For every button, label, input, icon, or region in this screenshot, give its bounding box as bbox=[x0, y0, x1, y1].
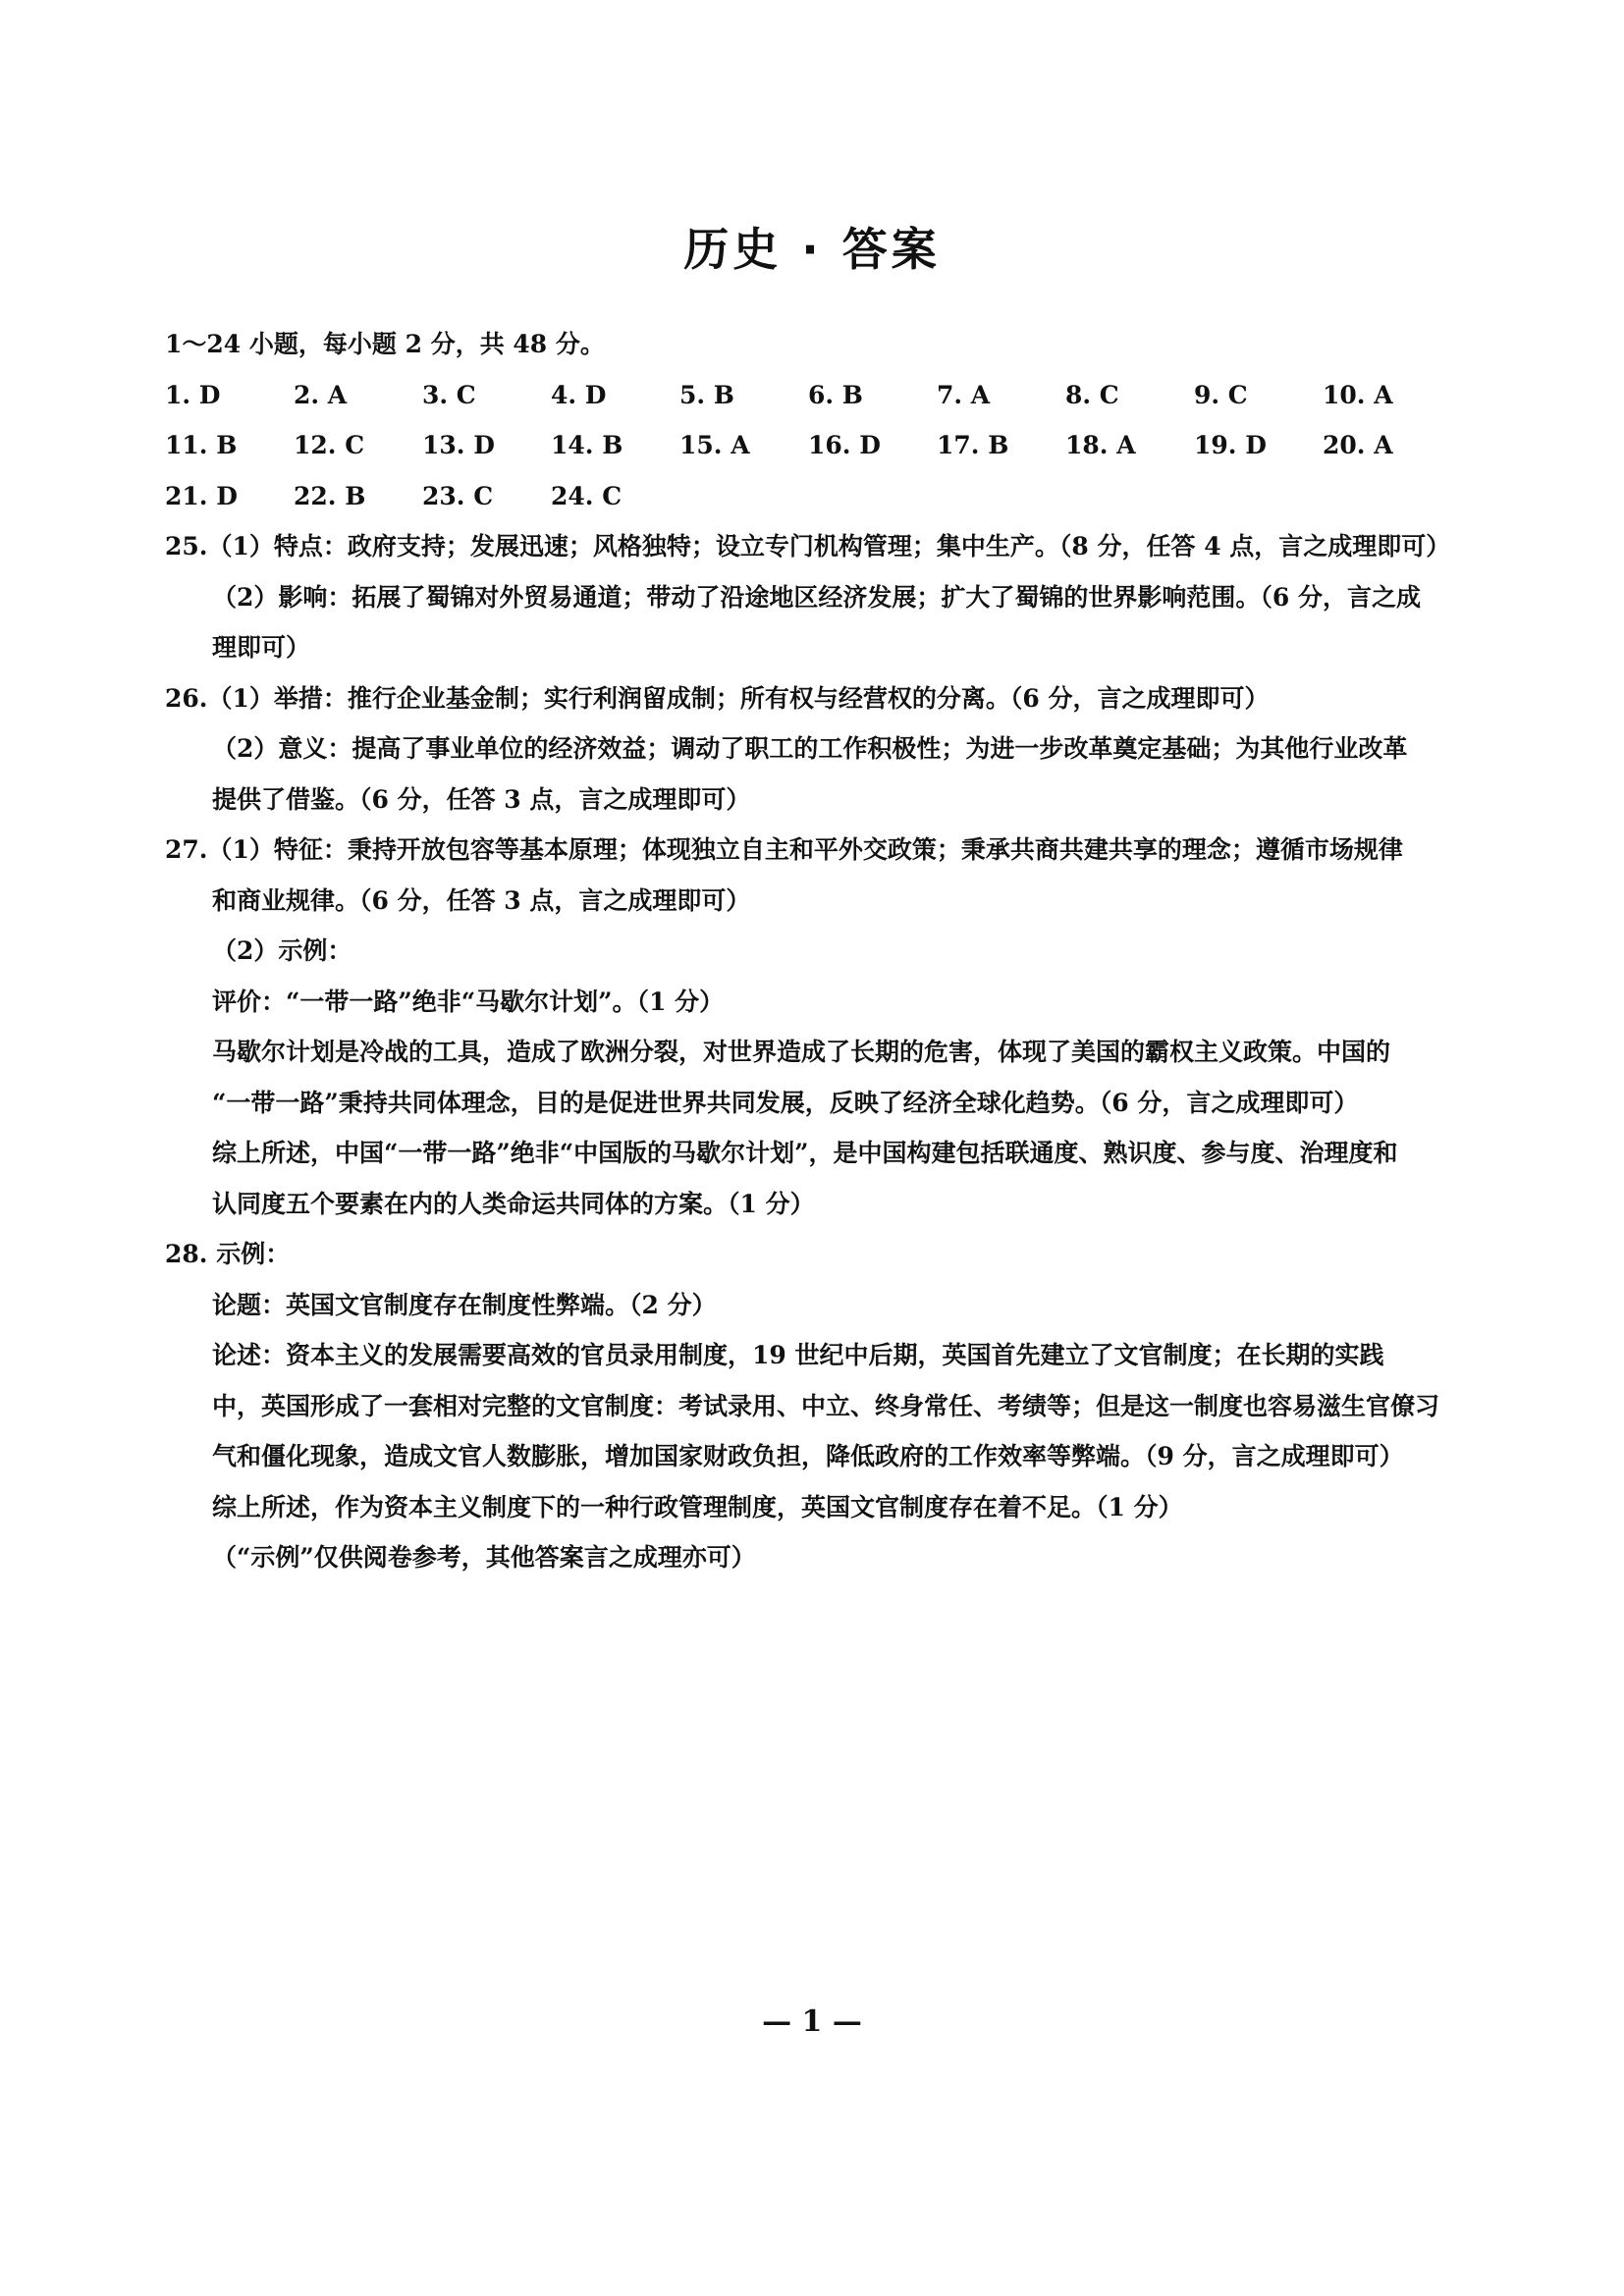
answer-item: 18. A bbox=[1065, 431, 1136, 459]
q28-line-4: 中，英国形成了一套相对完整的文官制度：考试录用、中立、终身常任、考绩等；但是这一制度也容易滋生官僚习 bbox=[212, 1391, 1440, 1420]
answer-item: 9. C bbox=[1194, 380, 1248, 409]
answer-row-1 bbox=[165, 370, 1510, 421]
answer-content bbox=[165, 319, 1510, 1583]
answer-item: 1. D bbox=[165, 380, 221, 409]
answer-item: 14. B bbox=[551, 431, 623, 459]
q27-line-2: 和商业规律。（6 分，任答 3 点，言之成理即可） bbox=[212, 885, 751, 915]
intro-line: 1～24 小题，每小题 2 分，共 48 分。 bbox=[165, 330, 605, 358]
answer-item: 8. C bbox=[1065, 380, 1119, 409]
answer-item: 13. D bbox=[422, 431, 495, 459]
q28-line-7: （“示例”仅供阅卷参考，其他答案言之成理亦可） bbox=[212, 1543, 756, 1572]
q27-line-4: 评价：“一带一路”绝非“马歇尔计划”。（1 分） bbox=[212, 987, 725, 1016]
answer-item: 19. D bbox=[1194, 431, 1267, 459]
q27-line-3: （2）示例： bbox=[212, 936, 352, 965]
q27-line-7: 综上所述，中国“一带一路”绝非“中国版的马歇尔计划”，是中国构建包括联通度、熟识度、参与度、治理度和 bbox=[212, 1139, 1398, 1167]
answer-item: 11. B bbox=[165, 431, 238, 459]
answer-item: 2. A bbox=[294, 380, 348, 409]
q25-line-1: 25.（1）特点：政府支持；发展迅速；风格独特；设立专门机构管理；集中生产。（8 分，任答 4 点，言之成理即可） bbox=[165, 532, 1451, 561]
answer-row-3 bbox=[165, 471, 1510, 522]
q25-line-2: （2）影响：拓展了蜀锦对外贸易通道；带动了沿途地区经济发展；扩大了蜀锦的世界影响范围。（6 分，言之成 bbox=[212, 582, 1421, 612]
q28-line-5: 气和僵化现象，造成文官人数膨胀，增加国家财政负担，降低政府的工作效率等弊端。（9 分，言之成理即可） bbox=[212, 1442, 1404, 1470]
q26-line-2: （2）意义：提高了事业单位的经济效益；调动了职工的工作积极性；为进一步改革奠定基础；为其他行业改革 bbox=[212, 734, 1408, 763]
answer-item: 5. B bbox=[679, 380, 734, 409]
q28-line-6: 综上所述，作为资本主义制度下的一种行政管理制度，英国文官制度存在着不足。（1 分） bbox=[212, 1492, 1183, 1522]
answer-item: 6. B bbox=[808, 380, 863, 409]
answer-row-2 bbox=[165, 420, 1510, 471]
answer-item: 4. D bbox=[551, 380, 607, 409]
q26-line-3: 提供了借鉴。（6 分，任答 3 点，言之成理即可） bbox=[212, 784, 751, 814]
answer-item: 22. B bbox=[294, 481, 366, 510]
q28-line-2: 论题：英国文官制度存在制度性弊端。（2 分） bbox=[212, 1290, 717, 1319]
q28-line-3: 论述：资本主义的发展需要高效的官员录用制度，19 世纪中后期，英国首先建立了文官制度；在长期的实践 bbox=[212, 1341, 1384, 1369]
answer-item: 3. C bbox=[422, 380, 476, 409]
answer-item: 16. D bbox=[808, 431, 881, 459]
answer-item: 7. A bbox=[937, 380, 991, 409]
answer-item: 10. A bbox=[1323, 380, 1393, 409]
q28-line-1: 28. 示例： bbox=[165, 1240, 291, 1268]
answer-item: 21. D bbox=[165, 481, 238, 510]
page-title: 历史 · 答案 bbox=[683, 223, 941, 276]
answer-item: 24. C bbox=[551, 481, 623, 510]
q27-line-5: 马歇尔计划是冷战的工具，造成了欧洲分裂，对世界造成了长期的危害，体现了美国的霸权主义政策。中国的 bbox=[212, 1038, 1391, 1066]
answer-item: 12. C bbox=[294, 431, 365, 459]
q27-line-6: “一带一路”秉持共同体理念，目的是促进世界共同发展，反映了经济全球化趋势。（6 分，言之成理即可） bbox=[212, 1088, 1359, 1117]
answer-item: 20. A bbox=[1323, 431, 1393, 459]
q25-line-3: 理即可） bbox=[212, 633, 311, 662]
q26-line-1: 26.（1）举措：推行企业基金制；实行利润留成制；所有权与经营权的分离。（6 分，言之成理即可） bbox=[165, 683, 1270, 713]
q27-line-1: 27.（1）特征：秉持开放包容等基本原理；体现独立自主和平外交政策；秉承共商共建共享的理念；遵循市场规律 bbox=[165, 835, 1403, 864]
q27-line-8: 认同度五个要素在内的人类命运共同体的方案。（1 分） bbox=[212, 1189, 815, 1218]
answer-item: 23. C bbox=[422, 481, 494, 510]
answer-item: 15. A bbox=[679, 431, 750, 459]
answer-item: 17. B bbox=[937, 431, 1009, 459]
page-number: — 1 — bbox=[762, 2004, 862, 2039]
